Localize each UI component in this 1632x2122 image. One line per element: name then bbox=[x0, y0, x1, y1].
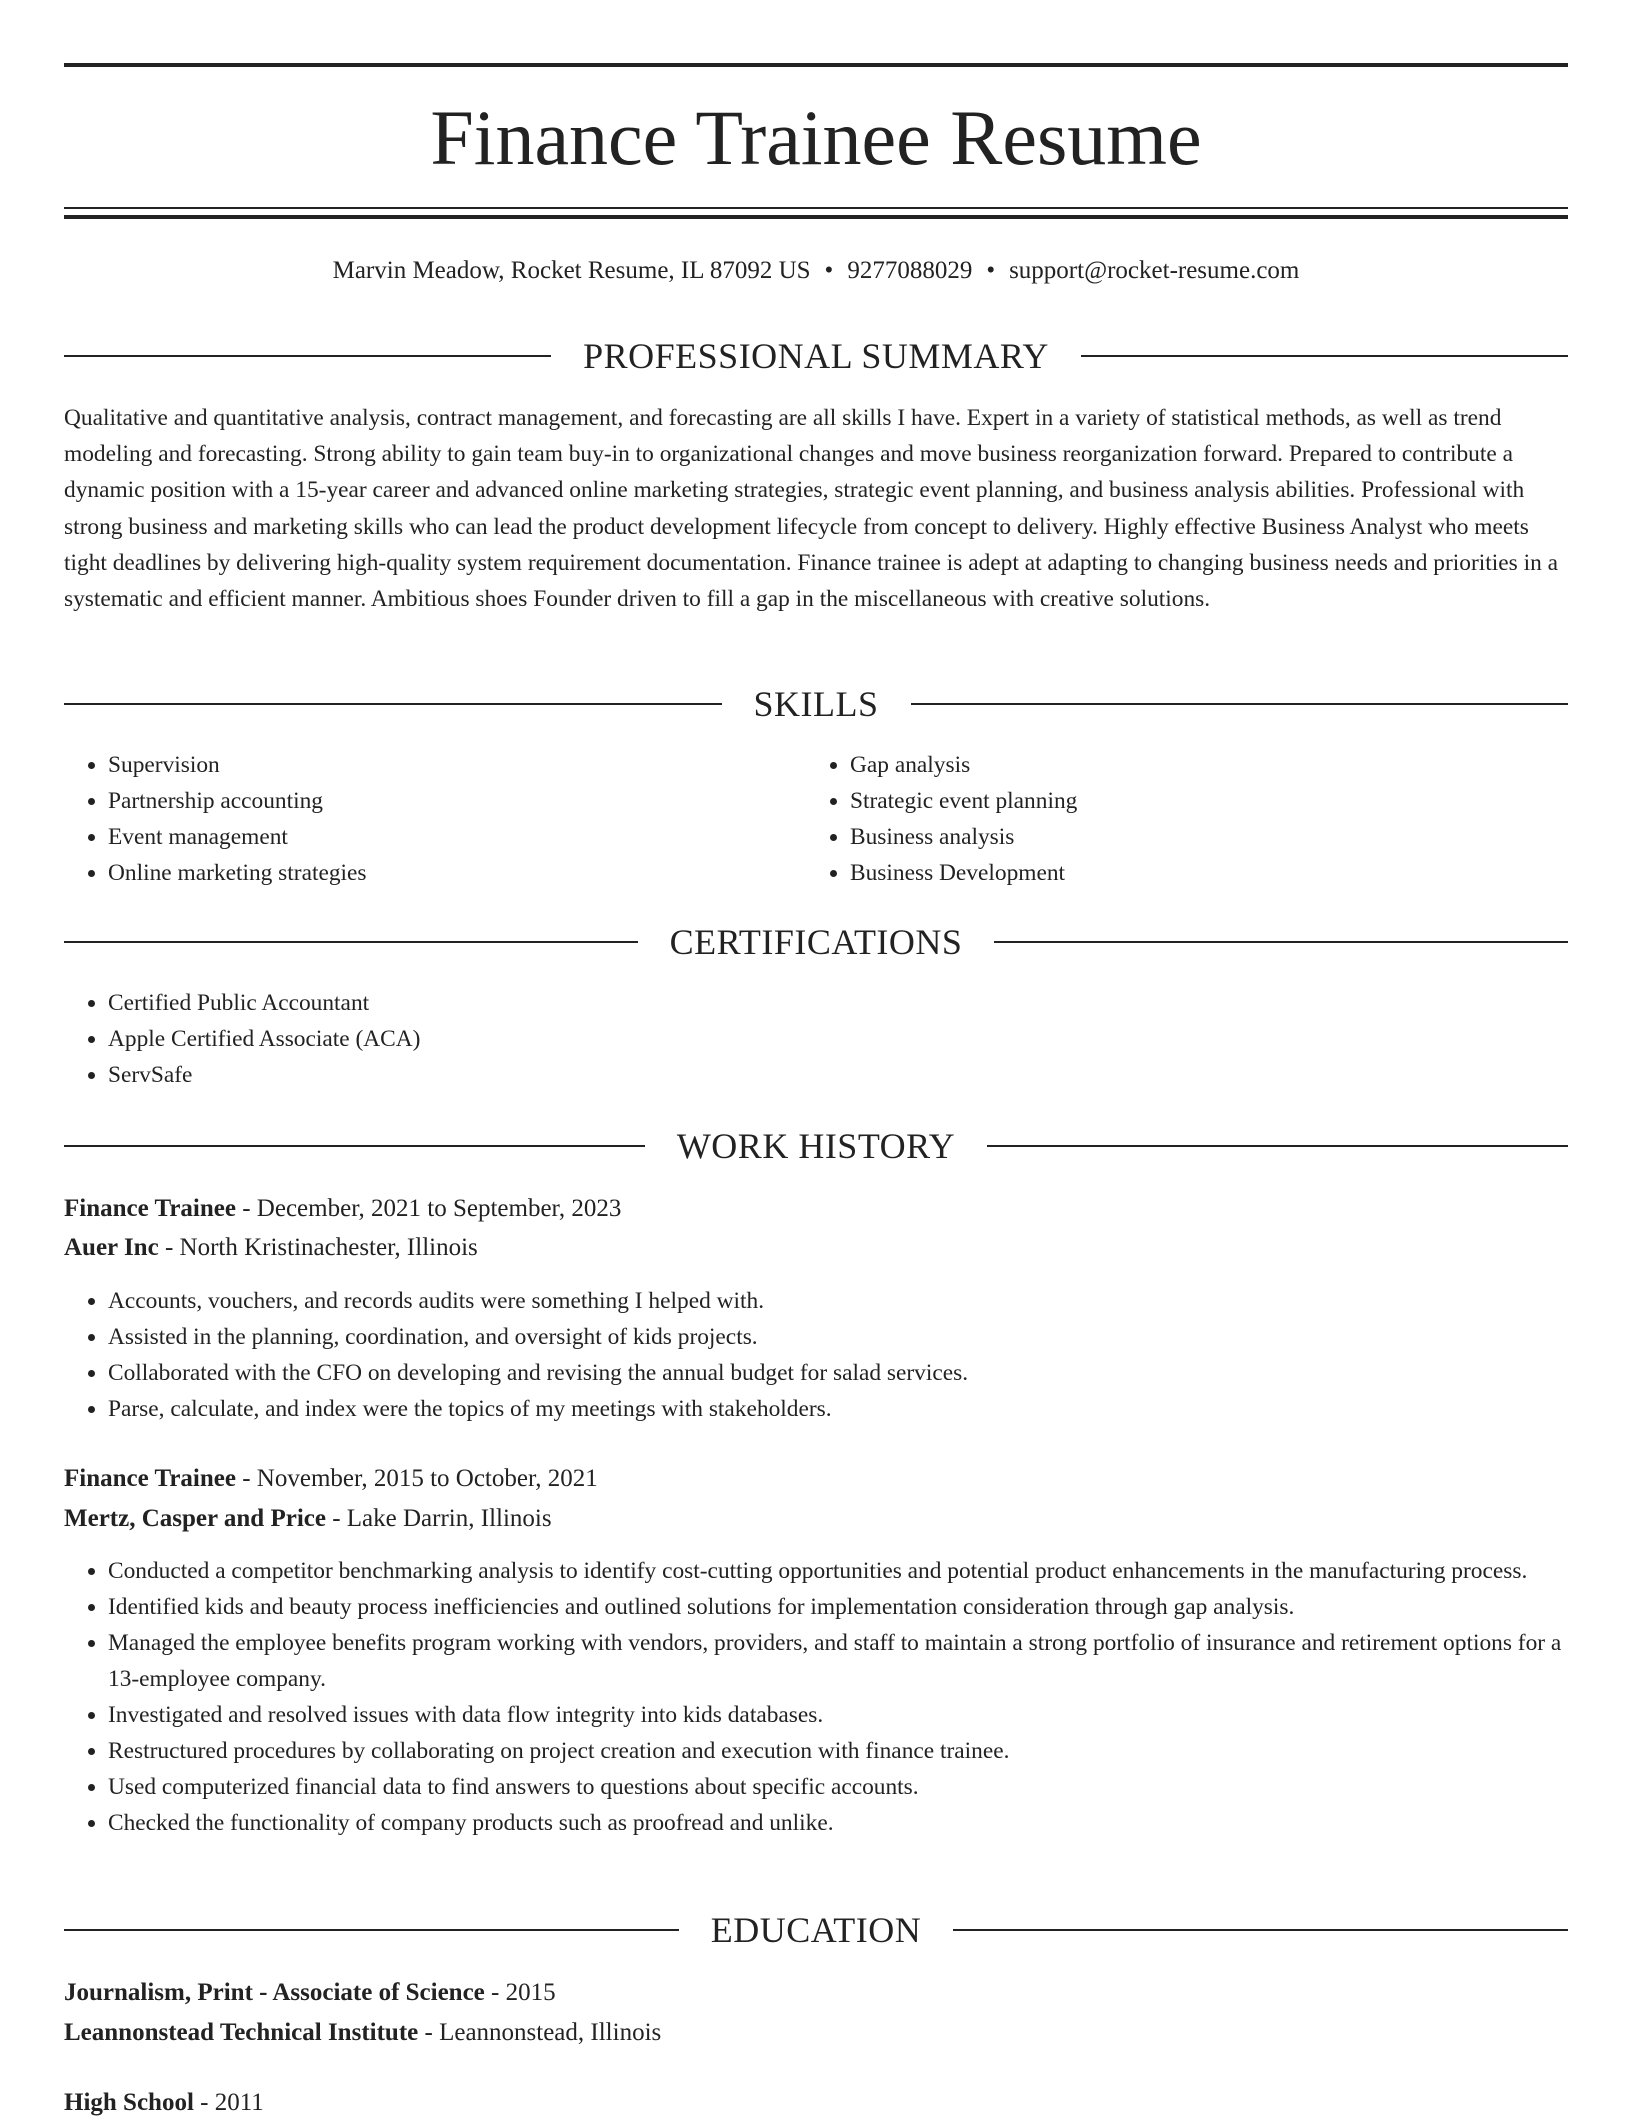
duty-item: • Accounts, vouchers, and records audits were something I helped with. bbox=[108, 1283, 1568, 1319]
resume-title: Finance Trainee Resume bbox=[430, 94, 1202, 181]
job-company-line bbox=[64, 1229, 1568, 1267]
contact-line bbox=[0, 254, 1632, 288]
education-degree: Journalism, Print - Associate of Science bbox=[64, 1979, 485, 2006]
heading-rule bbox=[64, 941, 638, 943]
duties-list bbox=[64, 1283, 1568, 1427]
certifications-list-wrap bbox=[64, 985, 1568, 1093]
heading-rule bbox=[953, 1929, 1568, 1931]
title-rule-upper bbox=[64, 207, 1568, 209]
job-duties bbox=[64, 1283, 1568, 1427]
duty-item: • Identified kids and beauty process inefficiencies and outlined solutions for implementation consideration through gap analysis. bbox=[108, 1589, 1568, 1625]
skills-list bbox=[64, 747, 764, 891]
job-title-line bbox=[64, 1460, 1568, 1498]
skills-column-right bbox=[806, 747, 1566, 891]
skill-item: • Gap analysis bbox=[850, 747, 1566, 783]
duty-item: • Conducted a competitor benchmarking analysis to identify cost-cutting opportunities and potential product enhancements in the manufacturing process. bbox=[108, 1553, 1568, 1589]
education-degree-line bbox=[64, 1974, 1568, 2012]
job-title: Finance Trainee bbox=[64, 1465, 236, 1492]
contact-phone: 9277088029 bbox=[847, 257, 973, 284]
heading-rule bbox=[911, 703, 1569, 705]
heading-rule bbox=[64, 703, 722, 705]
skill-item: • Business analysis bbox=[850, 819, 1566, 855]
duty-item: • Restructured procedures by collaborating on project creation and execution with finance trainee. bbox=[108, 1733, 1568, 1769]
section-title: SKILLS bbox=[753, 684, 879, 724]
heading-rule bbox=[1081, 355, 1568, 357]
section-title: EDUCATION bbox=[710, 1910, 922, 1950]
job-dates: - December, 2021 to September, 2023 bbox=[235, 1195, 622, 1222]
section-heading-work-history bbox=[64, 1122, 1568, 1170]
duty-item: • Managed the employee benefits program working with vendors, providers, and staff to maintain a strong portfolio of insurance and retirement options for a 13-employee company. bbox=[108, 1625, 1568, 1697]
section-heading-skills bbox=[64, 680, 1568, 728]
job-location: - North Kristinachester, Illinois bbox=[158, 1234, 478, 1261]
skill-item: • Online marketing strategies bbox=[108, 855, 764, 891]
summary-paragraph: Qualitative and quantitative analysis, contract management, and forecasting are all skills I have. Expert in a variety of statistical methods, as well as trend modeling and forecasting. Strong ability to gain team buy-in to organizational changes and move business reorganization forward. Prepared to contribute a dynamic position with a 15-year career and advanced online marketing strategies, strategic event planning, and business analysis abilities. Professional with strong business and marketing skills who can lead the product development lifecycle from concept to delivery. Highly effective Business Analyst who meets tight deadlines by delivering high-quality system requirement documentation. Finance trainee is adept at adapting to changing business needs and priorities in a systematic and efficient manner. Ambitious shoes Founder driven to fill a gap in the miscellaneous with creative solutions. bbox=[64, 405, 1559, 613]
heading-rule bbox=[994, 941, 1568, 943]
section-heading-certifications bbox=[64, 918, 1568, 966]
job-company: Mertz, Casper and Price bbox=[64, 1505, 326, 1532]
separator: • bbox=[824, 257, 834, 284]
duty-item: • Investigated and resolved issues with data flow integrity into kids databases. bbox=[108, 1697, 1568, 1733]
skills-list bbox=[806, 747, 1566, 891]
education-school: Leannonstead Technical Institute bbox=[64, 2019, 419, 2046]
duty-item: • Parse, calculate, and index were the topics of my meetings with stakeholders. bbox=[108, 1391, 1568, 1427]
certifications-list bbox=[64, 985, 1568, 1093]
job-company-line bbox=[64, 1500, 1568, 1538]
section-heading-education bbox=[64, 1906, 1568, 1954]
education-year: - 2011 bbox=[193, 2089, 264, 2116]
education-degree: High School bbox=[64, 2089, 194, 2116]
job-company: Auer Inc bbox=[64, 1234, 159, 1261]
duty-item: • Collaborated with the CFO on developing and revising the annual budget for salad services. bbox=[108, 1355, 1568, 1391]
duty-item: • Assisted in the planning, coordination, and oversight of kids projects. bbox=[108, 1319, 1568, 1355]
skills-column-left bbox=[64, 747, 764, 891]
education-location: - Leannonstead, Illinois bbox=[418, 2019, 662, 2046]
top-rule bbox=[64, 63, 1568, 67]
job-title-line bbox=[64, 1190, 1568, 1228]
certification-item: • Certified Public Accountant bbox=[108, 985, 1568, 1021]
section-heading-summary bbox=[64, 332, 1568, 380]
section-title: CERTIFICATIONS bbox=[669, 922, 963, 962]
skill-item: • Business Development bbox=[850, 855, 1566, 891]
skill-item: • Supervision bbox=[108, 747, 764, 783]
title-rule-lower bbox=[64, 215, 1568, 219]
duty-item: • Used computerized financial data to find answers to questions about specific accounts. bbox=[108, 1769, 1568, 1805]
heading-rule bbox=[64, 355, 551, 357]
heading-rule bbox=[987, 1145, 1568, 1147]
contact-email: support@rocket-resume.com bbox=[1009, 257, 1300, 284]
job-duties bbox=[64, 1553, 1568, 1841]
education-year: - 2015 bbox=[484, 1979, 556, 2006]
section-title: WORK HISTORY bbox=[676, 1126, 956, 1166]
duties-list bbox=[64, 1553, 1568, 1841]
heading-rule bbox=[64, 1145, 645, 1147]
education-school-line bbox=[64, 2014, 1568, 2052]
duty-item: • Checked the functionality of company products such as proofread and unlike. bbox=[108, 1805, 1568, 1841]
skill-item: • Strategic event planning bbox=[850, 783, 1566, 819]
contact-address: Marvin Meadow, Rocket Resume, IL 87092 US bbox=[332, 257, 811, 284]
job-dates: - November, 2015 to October, 2021 bbox=[235, 1465, 598, 1492]
education-degree-line bbox=[64, 2084, 1568, 2122]
section-title: PROFESSIONAL SUMMARY bbox=[583, 336, 1049, 376]
job-title: Finance Trainee bbox=[64, 1195, 236, 1222]
skill-item: • Event management bbox=[108, 819, 764, 855]
certification-item: • ServSafe bbox=[108, 1057, 1568, 1093]
job-location: - Lake Darrin, Illinois bbox=[325, 1505, 552, 1532]
heading-rule bbox=[64, 1929, 679, 1931]
separator: • bbox=[986, 257, 996, 284]
skill-item: • Partnership accounting bbox=[108, 783, 764, 819]
certification-item: • Apple Certified Associate (ACA) bbox=[108, 1021, 1568, 1057]
